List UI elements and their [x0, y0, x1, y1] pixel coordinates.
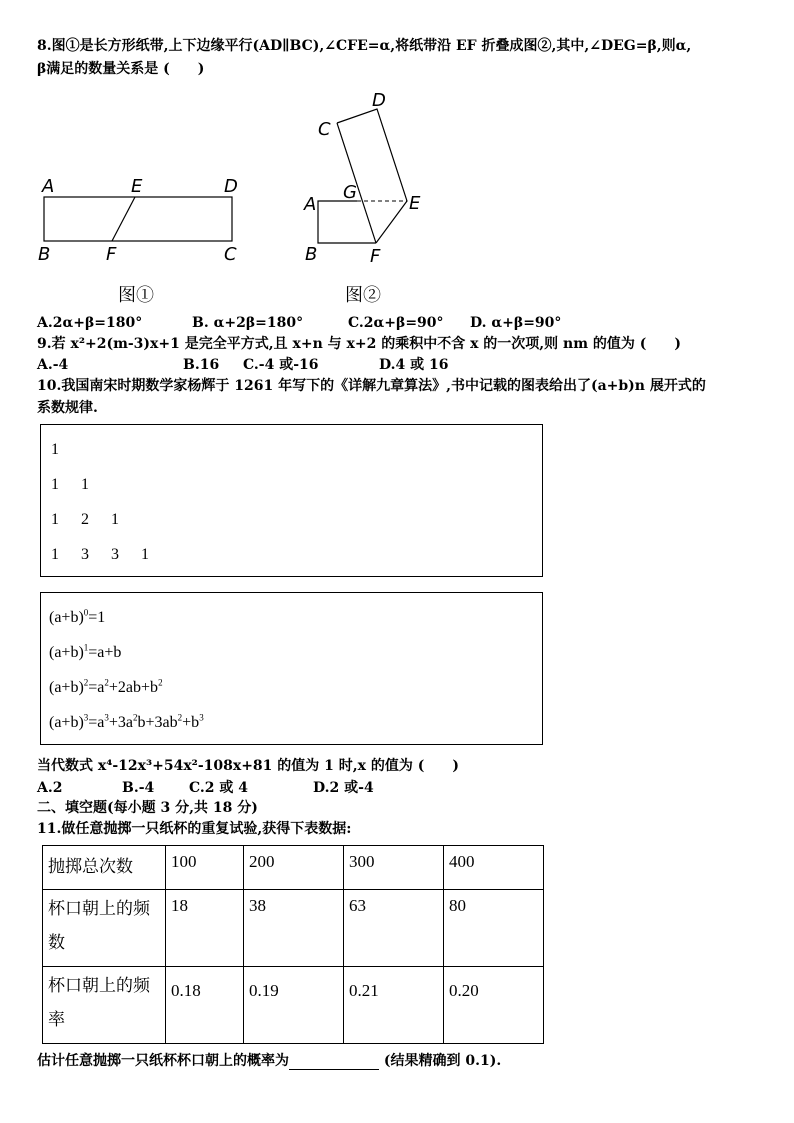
fig1-label-f: F	[106, 244, 117, 265]
q9-option-a[interactable]: A.-4	[37, 357, 69, 373]
table-row	[43, 890, 544, 967]
q8-option-a[interactable]: A.2α+β=180°	[37, 315, 143, 331]
fig1-label-e: E	[131, 176, 143, 197]
q8-stem-line2: β满足的数量关系是 ( )	[37, 61, 205, 77]
q11-tail-before: 估计任意抛掷一只纸杯杯口朝上的概率为	[37, 1053, 289, 1069]
q11-answer-blank[interactable]	[289, 1055, 379, 1070]
pascal-triangle-box	[40, 424, 543, 577]
q8-option-b[interactable]: B. α+2β=180°	[192, 315, 304, 331]
table-cell: 300	[344, 846, 444, 890]
fig2-label-c: C	[318, 119, 331, 140]
section-2-heading: 二、填空题(每小题 3 分,共 18 分)	[37, 800, 258, 816]
q8-option-c[interactable]: C.2α+β=90°	[348, 315, 444, 331]
expansion-2: $(a+b)^2=a^2+2ab+b^2$	[49, 677, 163, 696]
fig1-label-a: A	[42, 176, 55, 197]
fig1-label-d: D	[224, 176, 238, 197]
pascal-row-3: 1 3 3 1	[51, 546, 149, 563]
fig2-label-b: B	[305, 244, 318, 265]
figure-1-caption: 图①	[118, 285, 154, 306]
q8-stem-line1: 8.图①是长方形纸带,上下边缘平行(AD∥BC),∠CFE=α,将纸带沿 EF 折叠成图②,其中,∠DEG=β,则α,	[37, 38, 692, 54]
pascal-row-2: 1 2 1	[51, 511, 119, 528]
expansion-1: $(a+b)^1=a+b$	[49, 642, 122, 661]
table-cell: 100	[166, 846, 244, 890]
table-cell: 0.18	[166, 967, 244, 1044]
table-cell: 80	[444, 890, 544, 967]
fig1-label-b: B	[38, 244, 51, 265]
q11-answer-line	[37, 1052, 501, 1070]
q9-option-d[interactable]: D.4 或 16	[379, 357, 449, 373]
fig2-label-g: G	[343, 182, 357, 203]
fig2-label-a: A	[304, 194, 317, 215]
row-header-rates: 杯口朝上的频率	[43, 967, 166, 1044]
table-cell: 18	[166, 890, 244, 967]
table-cell: 38	[244, 890, 344, 967]
q11-tail-after: (结果精确到 0.1).	[379, 1053, 502, 1069]
fig1-label-c: C	[224, 244, 237, 265]
q9-option-c[interactable]: C.-4 或-16	[243, 357, 319, 373]
binomial-expansions-box	[40, 592, 543, 745]
q10-option-b[interactable]: B.-4	[122, 780, 155, 796]
table-cell: 63	[344, 890, 444, 967]
q8-option-d[interactable]: D. α+β=90°	[470, 315, 562, 331]
q10-stem-line2: 系数规律.	[37, 400, 98, 416]
q10-stem-part2: 当代数式 x⁴-12x³+54x²-108x+81 的值为 1 时,x 的值为 ( )	[37, 758, 459, 774]
expansion-0: $(a+b)^0=1$	[49, 607, 106, 626]
fig2-label-e: E	[409, 193, 421, 214]
pascal-row-1: 1 1	[51, 476, 89, 493]
table-row	[43, 846, 544, 890]
table-cell: 400	[444, 846, 544, 890]
q9-stem: 9.若 x²+2(m-3)x+1 是完全平方式,且 x+n 与 x+2 的乘积中不含 x 的一次项,则 nm 的值为 ( )	[37, 336, 682, 352]
table-cell: 0.21	[344, 967, 444, 1044]
row-header-counts: 杯口朝上的频数	[43, 890, 166, 967]
figure-2-caption: 图②	[345, 285, 381, 306]
q9-option-b[interactable]: B.16	[183, 357, 220, 373]
q10-option-d[interactable]: D.2 或-4	[313, 780, 374, 796]
frequency-table	[42, 845, 544, 1044]
table-cell: 0.20	[444, 967, 544, 1044]
fig2-label-d: D	[372, 90, 386, 111]
figure-1-diagram	[40, 190, 240, 265]
expansion-3: $(a+b)^3=a^3+3a^2b+3ab^2+b^3$	[49, 712, 204, 731]
q10-option-a[interactable]: A.2	[37, 780, 63, 796]
q10-stem-line1: 10.我国南宋时期数学家杨辉于 1261 年写下的《详解九章算法》,书中记载的图表给出了(a+b)n 展开式的	[37, 378, 706, 394]
table-cell: 200	[244, 846, 344, 890]
table-cell: 0.19	[244, 967, 344, 1044]
q10-option-c[interactable]: C.2 或 4	[189, 780, 249, 796]
table-row	[43, 967, 544, 1044]
pascal-row-0: 1	[51, 441, 59, 458]
fig2-label-f: F	[370, 246, 381, 267]
row-header-totals: 抛掷总次数	[43, 846, 166, 890]
q11-stem: 11.做任意抛掷一只纸杯的重复试验,获得下表数据:	[37, 821, 352, 837]
